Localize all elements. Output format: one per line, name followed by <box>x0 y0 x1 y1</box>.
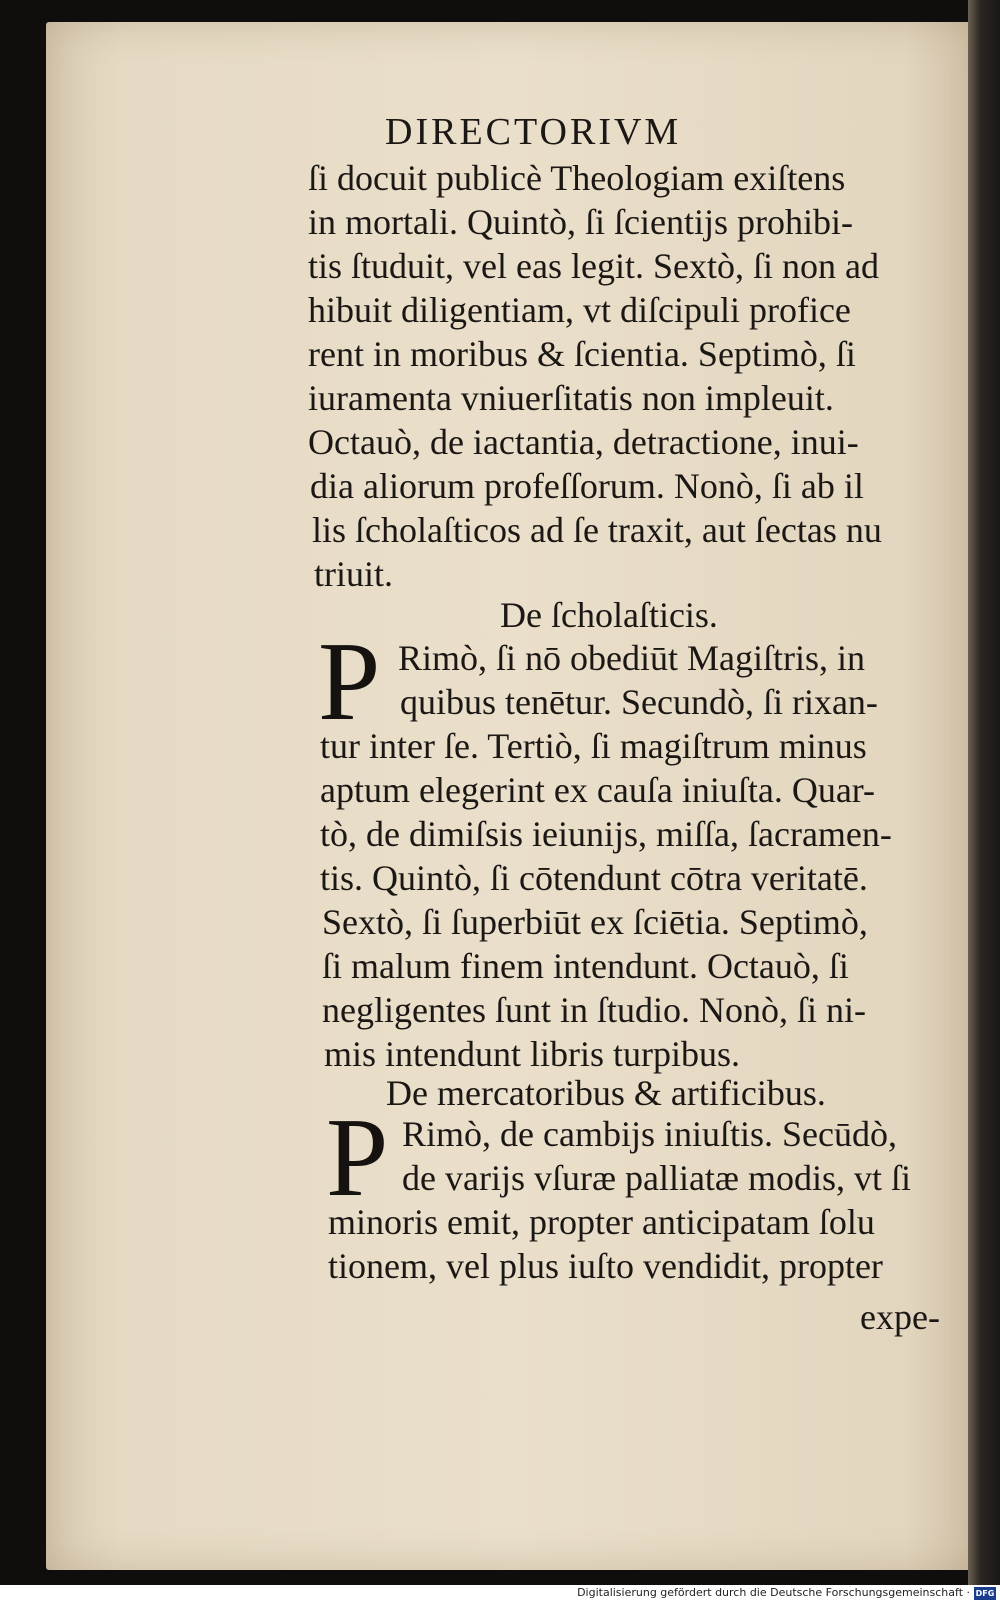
text-line: dia aliorum profeſſorum. Nonò, ſi ab il <box>310 466 864 506</box>
text-line: Sextò, ſi ſuperbiūt ex ſciētia. Septimò, <box>322 902 868 942</box>
text-line: mis intendunt libris turpibus. <box>324 1034 741 1074</box>
text-line: ſi docuit publicè Theologiam exiſtens <box>308 158 846 198</box>
text-line: tionem, vel plus iuſto vendidit, propter <box>328 1246 883 1286</box>
text-line: tis. Quintò, ſi cōtendunt cōtra veritatē. <box>320 858 868 898</box>
text-line: quibus tenētur. Secundò, ſi rixan- <box>400 682 878 722</box>
text-line: de varijs vſuræ palliatæ modis, vt ſi <box>402 1158 911 1198</box>
drop-cap: P <box>318 620 381 744</box>
text-line: minoris emit, propter anticipatam ſolu <box>328 1202 875 1242</box>
section-heading: De mercatoribus & artificibus. <box>386 1073 826 1113</box>
text-line: triuit. <box>314 554 393 594</box>
footer-credit: Digitalisierung gefördert durch die Deutsche Forschungsgemeinschaft · <box>577 1586 970 1599</box>
catchword: expe- <box>860 1297 940 1337</box>
text-line: tò, de dimiſsis ieiunijs, miſſa, ſacramen- <box>320 814 892 854</box>
text-line: tis ſtuduit, vel eas legit. Sextò, ſi non ad <box>308 246 879 286</box>
text-line: Rimò, de cambijs iniuſtis. Secūdò, <box>402 1114 897 1154</box>
text-line: aptum elegerint ex cauſa iniuſta. Quar- <box>320 770 876 810</box>
text-line: lis ſcholaſticos ad ſe traxit, aut ſectas nu <box>312 510 882 550</box>
text-line: tur inter ſe. Tertiò, ſi magiſtrum minus <box>320 726 867 766</box>
dfg-logo: DFG <box>975 1589 995 1598</box>
text-line: hibuit diligentiam, vt diſcipuli profice <box>308 290 851 330</box>
text-line: rent in moribus & ſcientia. Septimò, ſi <box>308 334 856 374</box>
digitization-footer <box>0 1585 1000 1603</box>
text-line: negligentes ſunt in ſtudio. Nonò, ſi ni- <box>322 990 866 1030</box>
section-heading: De ſcholaſticis. <box>500 595 718 635</box>
text-line: ſi malum finem intendunt. Octauò, ſi <box>322 946 849 986</box>
text-line: Rimò, ſi nō obediūt Magiſtris, in <box>398 638 865 678</box>
text-line: Octauò, de iactantia, detractione, inui- <box>308 422 859 462</box>
book-spine-edge <box>968 0 1000 1585</box>
drop-cap: P <box>326 1096 389 1220</box>
text-line: in mortali. Quintò, ſi ſcientijs prohibi- <box>308 202 853 242</box>
text-line: iuramenta vniuerſitatis non impleuit. <box>308 378 834 418</box>
running-head: DIRECTORIVM <box>385 111 682 153</box>
